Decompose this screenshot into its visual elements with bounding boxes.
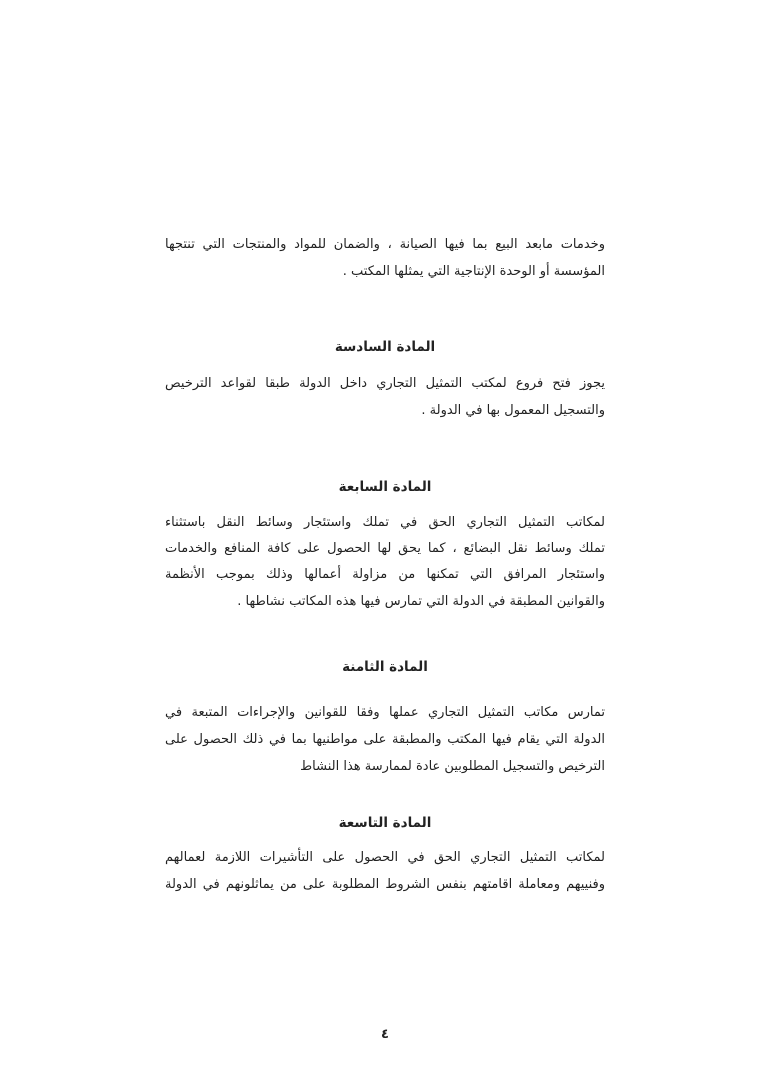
article-8-title: المادة الثامنة xyxy=(342,659,428,675)
paragraph-line: تمارس مكاتب التمثيل التجاري عملها وفقا للقوانين والإجراءات المتبعة في xyxy=(165,705,605,720)
paragraph-line: والقوانين المطبقة في الدولة التي تمارس فيها هذه المكاتب نشاطها . xyxy=(237,594,605,609)
paragraph-line: لمكاتب التمثيل التجاري الحق في تملك واستئجار وسائط النقل باستثناء xyxy=(165,515,605,530)
paragraph-line: وخدمات مابعد البيع بما فيها الصيانة ، والضمان للمواد والمنتجات التي تنتجها xyxy=(165,237,605,252)
paragraph-line: الدولة التي يقام فيها المكتب والمطبقة على مواطنيها بما في ذلك الحصول على xyxy=(165,732,605,747)
paragraph-line: تملك وسائط نقل البضائع ، كما يحق لها الحصول على كافة المنافع والخدمات xyxy=(165,541,605,556)
page-number: ٤ xyxy=(381,1027,389,1042)
paragraph-line: المؤسسة أو الوحدة الإنتاجية التي يمثلها المكتب . xyxy=(342,264,605,279)
paragraph-line: وفنييهم ومعاملة اقامتهم بنفس الشروط المطلوبة على من يماثلونهم في الدولة xyxy=(165,877,605,892)
article-6-title: المادة السادسة xyxy=(334,339,436,355)
paragraph-line: الترخيص والتسجيل المطلوبين عادة لممارسة هذا النشاط xyxy=(300,759,605,774)
paragraph-line: لمكاتب التمثيل التجاري الحق في الحصول على التأشيرات اللازمة لعمالهم xyxy=(165,850,605,865)
paragraph-line: يجوز فتح فروع لمكتب التمثيل التجاري داخل الدولة طبقا لقواعد الترخيص xyxy=(165,376,605,391)
article-9-title: المادة التاسعة xyxy=(338,815,432,831)
article-7-title: المادة السابعة xyxy=(338,479,432,495)
paragraph-line: والتسجيل المعمول بها في الدولة . xyxy=(421,403,605,418)
paragraph-line: واستئجار المرافق التي تمكنها من مزاولة أعمالها وذلك بموجب الأنظمة xyxy=(165,567,605,582)
